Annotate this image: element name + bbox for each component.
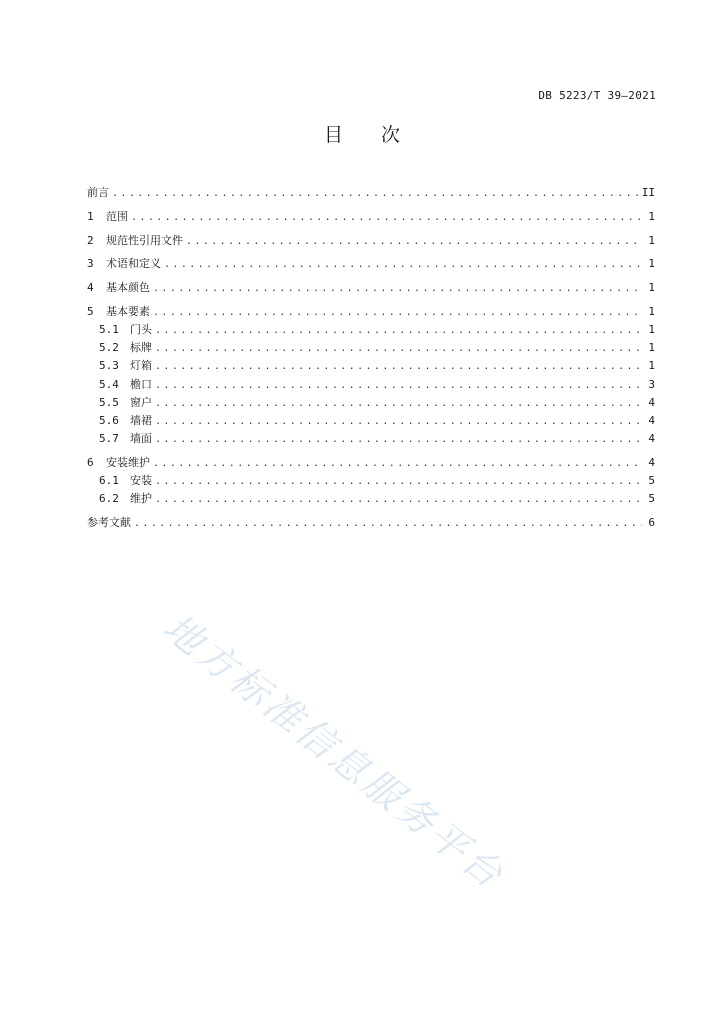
toc-entry[interactable]: [87, 232, 655, 250]
toc-entry-label: 范围: [106, 209, 128, 223]
toc-entry-label: 基本要素: [106, 304, 150, 318]
toc-entry[interactable]: [87, 376, 655, 394]
document-code: DB 5223/T 39—2021: [538, 89, 656, 102]
toc-entry-number: 5.7: [99, 432, 119, 446]
dot-leader: [134, 515, 642, 533]
toc-entry-page: 4: [648, 414, 655, 428]
watermark: 地方标准信息服务平台: [155, 605, 514, 899]
toc-entry-page: 1: [648, 359, 655, 373]
toc-entry-number: 6.1: [99, 474, 119, 488]
dot-leader: [131, 209, 642, 227]
dot-leader: [153, 304, 642, 322]
toc-entry[interactable]: [87, 184, 655, 202]
toc-entry-label: 规范性引用文件: [106, 233, 183, 247]
toc-entry-label: 标牌: [130, 341, 152, 355]
dot-leader: [155, 431, 642, 449]
toc-entry-label: 前言: [87, 186, 109, 199]
toc-entry[interactable]: [87, 454, 655, 472]
toc-entry[interactable]: [87, 208, 655, 226]
toc-entry-label: 檐口: [130, 377, 152, 391]
dot-leader: [186, 233, 642, 251]
toc-title: 目次: [323, 124, 438, 146]
toc-entry-label: 参考文献: [87, 516, 131, 530]
toc-entry-number: 5: [87, 304, 94, 318]
toc-entry-page: 1: [648, 281, 655, 295]
toc-entry-label: 墙裙: [130, 414, 152, 428]
toc-entry[interactable]: [87, 303, 655, 321]
dot-leader: [155, 413, 642, 431]
toc-entry-number: 3: [87, 257, 94, 271]
toc-entry-label: 门头: [130, 323, 152, 337]
toc-entry[interactable]: [87, 321, 655, 339]
toc-entry[interactable]: [87, 430, 655, 448]
dot-leader: [153, 455, 642, 473]
table-of-contents: [87, 184, 655, 532]
toc-entry-number: 5.6: [99, 414, 119, 428]
toc-entry[interactable]: [87, 279, 655, 297]
toc-entry-page: 4: [648, 432, 655, 446]
toc-entry-label: 灯箱: [130, 359, 152, 373]
toc-entry[interactable]: [87, 490, 655, 508]
toc-entry-label: 安装: [130, 474, 152, 488]
toc-entry-number: 5.2: [99, 341, 119, 355]
toc-entry-page: 1: [648, 341, 655, 355]
toc-entry-label: 术语和定义: [106, 257, 161, 271]
toc-entry-page: 6: [648, 516, 655, 530]
toc-entry-number: 1: [87, 209, 94, 223]
toc-entry[interactable]: [87, 412, 655, 430]
toc-entry-page: 4: [648, 395, 655, 409]
toc-entry-number: 2: [87, 233, 94, 247]
toc-entry-label: 窗户: [130, 395, 152, 409]
dot-leader: [112, 185, 639, 203]
toc-entry-page: 1: [648, 304, 655, 318]
toc-entry-page: 1: [648, 233, 655, 247]
toc-entry-label: 安装维护: [106, 456, 150, 469]
toc-entry-page: II: [641, 186, 655, 199]
dot-leader: [155, 491, 642, 509]
toc-entry-label: 墙面: [130, 432, 152, 446]
toc-entry-page: 5: [648, 474, 655, 488]
toc-entry-page: 1: [648, 323, 655, 337]
toc-entry-number: 4: [87, 281, 94, 295]
toc-entry-page: 5: [648, 492, 655, 506]
toc-entry[interactable]: [87, 339, 655, 357]
toc-entry-number: 6: [87, 456, 94, 469]
toc-entry-label: 基本颜色: [106, 281, 150, 295]
toc-entry-number: 5.4: [99, 377, 119, 391]
toc-entry[interactable]: [87, 394, 655, 412]
toc-entry[interactable]: [87, 357, 655, 375]
dot-leader: [164, 256, 642, 274]
toc-entry[interactable]: [87, 514, 655, 532]
toc-entry-number: 6.2: [99, 492, 119, 506]
toc-entry-page: 4: [648, 456, 655, 469]
toc-entry[interactable]: [87, 472, 655, 490]
toc-entry-page: 1: [648, 257, 655, 271]
dot-leader: [153, 280, 642, 298]
dot-leader: [155, 322, 642, 340]
toc-entry-number: 5.1: [99, 323, 119, 337]
toc-entry-number: 5.5: [99, 395, 119, 409]
toc-entry-page: 1: [648, 209, 655, 223]
dot-leader: [155, 340, 642, 358]
dot-leader: [155, 395, 642, 413]
toc-entry[interactable]: [87, 255, 655, 273]
toc-entry-page: 3: [648, 377, 655, 391]
toc-entry-label: 维护: [130, 492, 152, 506]
dot-leader: [155, 473, 642, 491]
toc-entry-number: 5.3: [99, 359, 119, 373]
dot-leader: [155, 377, 642, 395]
dot-leader: [155, 358, 642, 376]
